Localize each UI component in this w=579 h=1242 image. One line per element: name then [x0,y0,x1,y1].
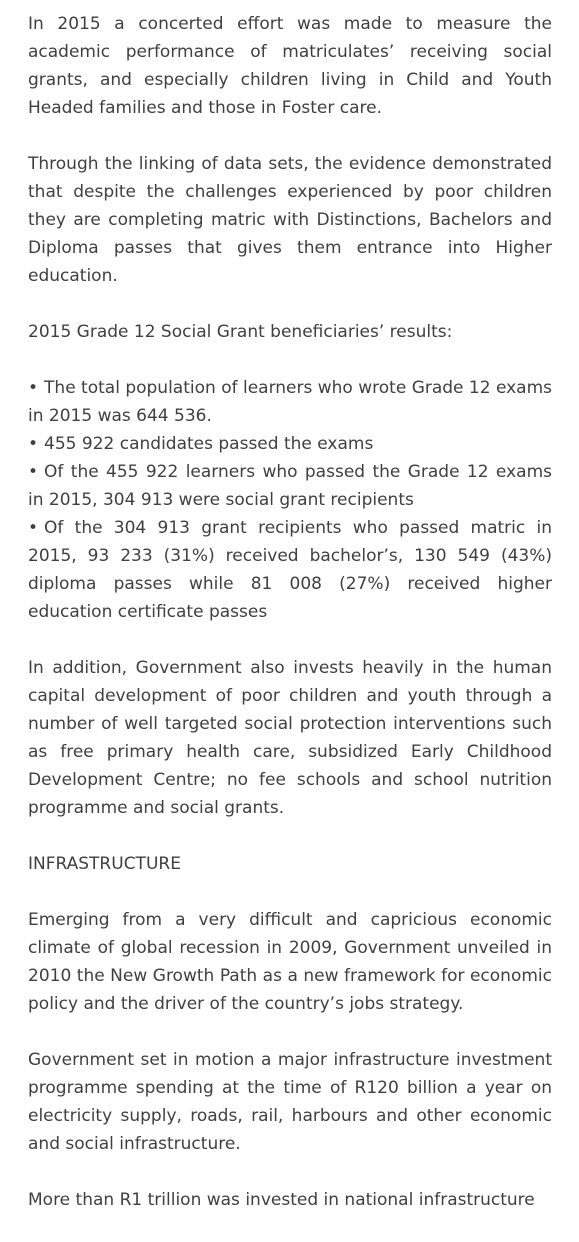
bullet-icon: • [28,518,39,538]
section-heading-infrastructure: INFRASTRUCTURE [28,854,181,874]
paragraph-human-capital: In addition, Government also invests heavily in the human capital development of poor children and youth through a number of well targeted social protection interventions such as free primary health care, subsidized Early Childhood Development Centre; no fee schools and school nutrition programme and social grants. [28,658,552,818]
article-body [28,10,552,1242]
list-item-text: The total population of learners who wrote Grade 12 exams in 2015 was 644 536. [28,378,553,426]
list-item-text: Of the 455 922 learners who passed the Grade 12 exams in 2015, 304 913 were social grant recipients [28,462,552,510]
paragraph-new-growth-path: Emerging from a very difficult and capricious economic climate of global recession in 2009, Government unveiled in 2010 the New Growth Path as a new framework for economic policy and the driver of the country’s jobs strategy. [28,910,552,1014]
list-item [28,374,552,430]
bullet-icon: • [28,434,39,454]
paragraph-results-intro: 2015 Grade 12 Social Grant beneficiaries’ results: [28,322,453,342]
results-list [28,374,552,626]
list-item-text: 455 922 candidates passed the exams [44,434,374,454]
paragraph-academic-performance: In 2015 a concerted effort was made to measure the academic performance of matriculates’ receiving social grants, and especially children living in Child and Youth Headed families and those in Foster care. [28,14,552,118]
paragraph-trillion-invested: More than R1 trillion was invested in national infrastructure [28,1190,535,1210]
paragraph-data-linking: Through the linking of data sets, the evidence demonstrated that despite the challenges experienced by poor children they are completing matric with Distinctions, Bachelors and Diploma passes that gives them entrance into Higher education. [28,154,552,286]
list-item [28,430,552,458]
bullet-icon: • [28,462,39,482]
list-item-text: Of the 304 913 grant recipients who passed matric in 2015, 93 233 (31%) received bachelor’s, 130 549 (43%) diploma passes while 81 008 (27%) received higher education certificate passes [28,518,552,622]
list-item [28,458,552,514]
list-item [28,514,552,626]
bullet-icon: • [28,378,39,398]
paragraph-infrastructure-programme: Government set in motion a major infrastructure investment programme spending at the time of R120 billion a year on electricity supply, roads, rail, harbours and other economic and social infrastructure. [28,1050,552,1154]
